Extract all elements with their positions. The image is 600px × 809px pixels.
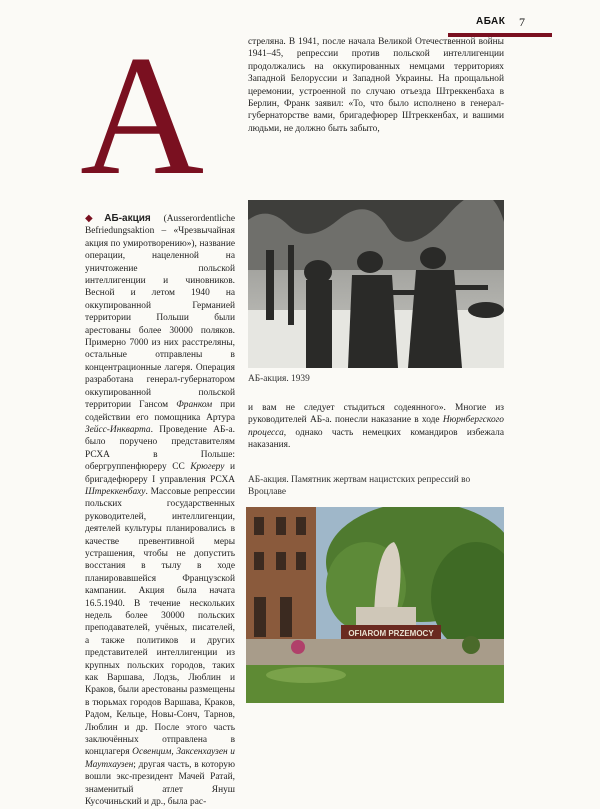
link-frank: Франком (176, 400, 213, 411)
monument-inscription: OFIAROM PRZEMOCY (348, 629, 434, 638)
entry-paragraph: ◆АБ-акция (Ausserordentliche Befriedungsaktion – «Чрезвычайная акция по умиротворению»), название операции, нацеленной на уничтожение польской интеллигенции и чиновников. Весной и летом 1940 на оккупированной Германией территории Польши были арестованы более 30000 поляков. Примерно 7000 из них расстреляны, остальные отправлены в концентрационные лагеря. Операция разработана генерал-губернатором оккупированной польской территории Гансом Франком при содействии его помощника Артура Зейсс-Инкварта. Проведение АБ-а. было поручено представителям РСХА в Польше: обергруппенфюреру СС Крюгеру и бригадефюреру I управления РСХА Штреккенбаху. Массовые репрессии польских государственных руководителей, интеллигенции, деятелей культуры планировались в качестве превентивной меры устрашения, чтобы не допустить восстания в тылу в ходе планировавшейся Французской кампании. Акция была начата 16.5.1940. В течение нескольких недель более 30000 польских преподавателей, учёных, писателей, а также политиков и других представителей интеллигенции из крупных польских городов, таких как Варшава, Лодзь, Люблин и Краков, были арестованы размещены в тюрьмах городов Варшава, Краков, Радом, Кельце, Новы-Сонч, Тарнов, Люблин и др. После этого часть заключённых отправлена в концлагеря Освенцим, Заксенхаузен и Маутхаузен; другая часть, в которую вошли экс-президент Мачей Ратай, знаменитый атлет Януш Кусочиньский и др., была рас- (85, 213, 235, 808)
link-nuremberg: Нюрнбергского процесса (248, 415, 504, 438)
drop-cap: А (80, 21, 205, 211)
entry-term: АБ-акция (104, 213, 151, 224)
photo-wroclaw-monument (246, 507, 504, 703)
link-camps: Освенцим, Заксенхаузен и Маутхаузен (85, 747, 235, 770)
page-number: 7 (519, 15, 525, 29)
photo-caption-2: АБ-акция. Памятник жертвам нацистских репрессий во Вроцлаве (248, 475, 471, 497)
running-header: АБАК (476, 16, 506, 27)
column-left (85, 213, 235, 809)
photo-execution-1939 (248, 200, 504, 368)
column-right-bottom: и вам не следует стыдиться содеянного». Многие из руководителей АБ-а. понесли наказание в ходе Нюрнбергского процесса, однако часть немецких командиров избежала наказания. (248, 403, 504, 451)
link-streckenbach: Штреккенбаху (85, 486, 146, 497)
link-kruger: Крюгеру (190, 462, 225, 473)
column-right-top: стреляна. В 1941, после начала Великой Отечественной войны 1941–45, репрессии против польской интеллигенции продолжались на оккупированных немцами территориях Западной Белоруссии и Западной Украины. На прощальной церемонии, устроенной по случаю отъезда Штреккенбаха в Берлин, Франк заявил: «То, что было исполнено в генерал-губернаторстве вами, бригадефюрер Штреккенбах, и вашими людьми, не должно быть забыто, (248, 37, 504, 134)
link-zeiss: Зейсс-Инкварта (85, 424, 151, 435)
diamond-icon: ◆ (85, 213, 104, 224)
photo-caption-1: АБ-акция. 1939 (248, 374, 310, 384)
